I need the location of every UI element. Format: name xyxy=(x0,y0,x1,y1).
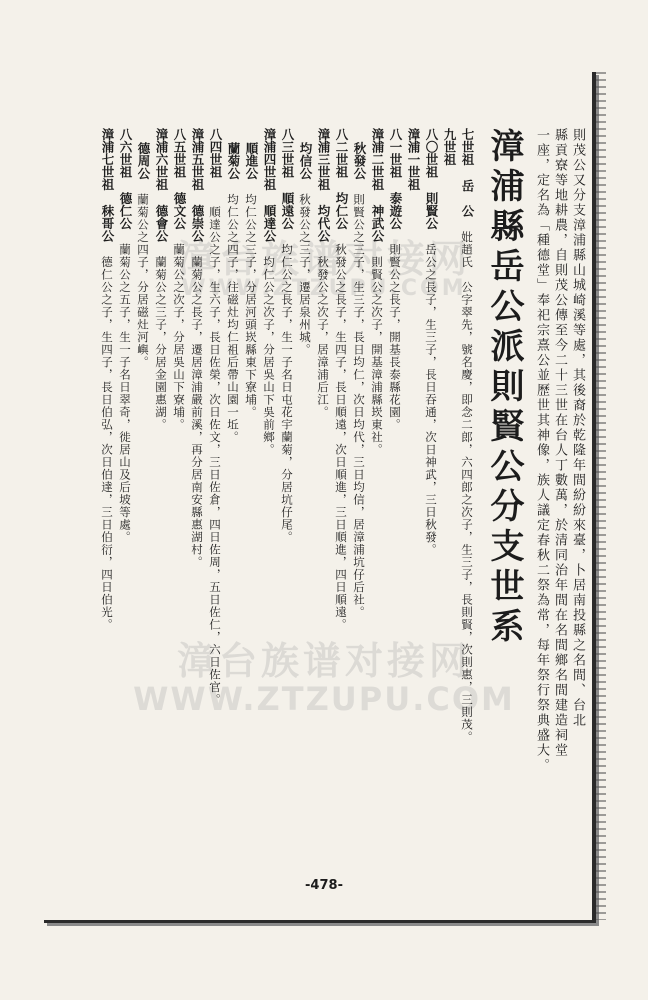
ancestor-name: 德仁公 xyxy=(118,192,133,230)
generation-label: 八三世祖 xyxy=(280,128,295,178)
ancestor-description: 則賢公之長子，開基長泰縣花園。 xyxy=(388,243,402,431)
genealogy-entry xyxy=(314,128,332,848)
ancestor-description: 德仁公之子，生四子，長日伯弘，次日伯達，三日伯衍，四日伯光。 xyxy=(100,256,114,631)
binding-edge xyxy=(596,72,606,920)
genealogy-entry xyxy=(440,128,458,848)
ancestor-description: 均仁公之長子，生一子名日屯花宇蘭菊，分居坑仔尾。 xyxy=(280,243,294,544)
genealogy-entry xyxy=(188,128,206,848)
ancestor-description: 蘭菊公之三子，分居金園惠湖。 xyxy=(154,256,168,431)
genealogy-entry xyxy=(386,128,404,848)
ancestor-name: 順達公 xyxy=(262,204,277,242)
intro-line-3: 一座，定名為「種德堂」奉祀宗熹公並歷世其神像，族人議定春秋二祭為常，每年祭行祭典盛大。 xyxy=(534,128,549,773)
generation-label: 漳浦三世祖 xyxy=(316,128,331,191)
watermark-chinese-bottom: 漳台族谱对接网 xyxy=(176,639,471,683)
generation-label: 漳浦五世祖 xyxy=(190,128,205,191)
generation-label: 八一世祖 xyxy=(388,128,403,178)
genealogy-entry xyxy=(134,128,152,848)
ancestor-name: 蘭菊公 xyxy=(226,142,241,180)
ancestor-description: 秋發公之次子，居漳浦后江。 xyxy=(316,256,330,419)
genealogy-entry xyxy=(404,128,422,848)
genealogy-entry xyxy=(332,128,350,848)
generation-label: 八六世祖 xyxy=(118,128,133,178)
ancestor-name: 則賢公 xyxy=(424,192,439,230)
intro-line-1: 則茂公又分支漳浦縣山城崎溪等處，其後裔於乾隆年間紛紛來臺，卜居南投縣之名間、台北 xyxy=(570,128,585,728)
generation-label: 漳浦二世祖 xyxy=(370,128,385,191)
ancestor-name: 均仁公 xyxy=(334,192,349,230)
ancestor-name: 神武公 xyxy=(370,204,385,242)
ancestor-description: 蘭菊公之四子，分居磁灶河嶼。 xyxy=(136,193,150,369)
genealogy-entry xyxy=(260,128,278,848)
watermark-url-bottom: WWW.ZTZUPU.COM xyxy=(133,680,515,718)
ancestor-name: 秋發公 xyxy=(352,142,367,180)
entry-list xyxy=(98,128,476,848)
watermark-chinese-top: 漳台族谱对接网 xyxy=(176,237,471,281)
ancestor-name: 均信公 xyxy=(298,142,313,180)
ancestor-name: 泰遊公 xyxy=(388,192,403,230)
generation-label: 漳浦四世祖 xyxy=(262,128,277,191)
generation-label: 八五世祖 xyxy=(172,128,187,178)
generation-label: 七世祖 xyxy=(460,128,475,166)
ancestor-name: 秣哥公 xyxy=(100,204,115,242)
generation-label: 漳浦一世祖 xyxy=(406,128,421,191)
ancestor-description: 蘭菊公之次子，分居吳山下寮埔。 xyxy=(172,243,186,431)
genealogy-entry xyxy=(278,128,296,848)
ancestor-description: 則賢公之次子，開基漳浦縣崁東社。 xyxy=(370,256,384,456)
page-title: 漳浦縣岳公派則賢公分支世系 xyxy=(484,128,524,648)
ancestor-description: 妣趙氏 公字翠先，號名慶，即念二郎，六四郎之次子，生三子，長則賢，次則惠，三則茂。 xyxy=(460,231,474,744)
ancestor-name: 德周公 xyxy=(136,142,151,180)
generation-label: 漳浦七世祖 xyxy=(100,128,115,191)
genealogy-columns xyxy=(98,128,586,848)
ancestor-description: 岳公之長子，生三子，長日吞通，次日神武，三日秋發。 xyxy=(424,243,438,556)
generation-label: 八四世祖 xyxy=(208,128,223,178)
genealogy-entry xyxy=(152,128,170,848)
genealogy-entry xyxy=(368,128,386,848)
ancestor-name: 均代公 xyxy=(316,204,331,242)
ancestor-description: 均仁公之三子，分居河頭崁縣東下寮埔。 xyxy=(244,193,258,419)
intro-line-2: 縣貢寮等地耕農，自則茂公傳至今二十三世在台人丁數萬，於清同治年間在名間鄉名間建造祠堂 xyxy=(552,128,567,758)
ancestor-name: 岳 公 xyxy=(460,179,475,217)
genealogy-entry xyxy=(98,128,116,848)
ancestor-description: 均仁公之四子，往磁灶均仁祖后帶山園一坵。 xyxy=(226,193,240,444)
ancestor-description: 則賢公之三子，生三子，長日均仁，次日均代，三日均信，居漳浦坑仔后社。 xyxy=(352,193,366,619)
genealogy-entry xyxy=(224,128,242,848)
generation-label: 漳浦六世祖 xyxy=(154,128,169,191)
genealogy-entry xyxy=(296,128,314,848)
generation-label: 八二世祖 xyxy=(334,128,349,178)
ancestor-name: 順遠公 xyxy=(280,192,295,230)
genealogy-entry xyxy=(422,128,440,848)
genealogy-entry xyxy=(350,128,368,848)
ancestor-name: 德崇公 xyxy=(190,204,205,242)
ancestor-description: 秋發公之長子，生四子，長日順遠，次日順進，三日順進，四日順遠。 xyxy=(334,243,348,631)
ancestor-name: 德文公 xyxy=(172,192,187,230)
page-number: -478- xyxy=(305,878,343,893)
generation-label: 九世祖 xyxy=(442,128,457,166)
generation-label: 八〇世祖 xyxy=(424,128,439,178)
genealogy-entry xyxy=(242,128,260,848)
ancestor-description: 順達公之子，生六子，長日佐榮，次日佐文，三日佐倉，四日佐周，五日佐仁，六日佐官。 xyxy=(208,206,222,706)
genealogy-entry xyxy=(116,128,134,848)
ancestor-description: 均仁公之次子，分居吳山下吳前鄉。 xyxy=(262,256,276,456)
ancestor-description: 蘭菊公之長子，遷居漳浦嚴前溪，再分居南安縣惠湖村。 xyxy=(190,256,204,569)
watermark-url-top: WWW.ZTZUPU.COM xyxy=(181,276,467,301)
genealogy-entry xyxy=(206,128,224,848)
ancestor-name: 順進公 xyxy=(244,142,259,180)
ancestor-description: 蘭菊公之五子，生一子名日翠奇，徙居山及后坡等處。 xyxy=(118,243,132,544)
ancestor-description: 秋發公之三子，遷居泉州城。 xyxy=(298,193,312,356)
genealogy-entry xyxy=(170,128,188,848)
genealogy-entry xyxy=(458,128,476,848)
ancestor-name: 德會公 xyxy=(154,204,169,242)
